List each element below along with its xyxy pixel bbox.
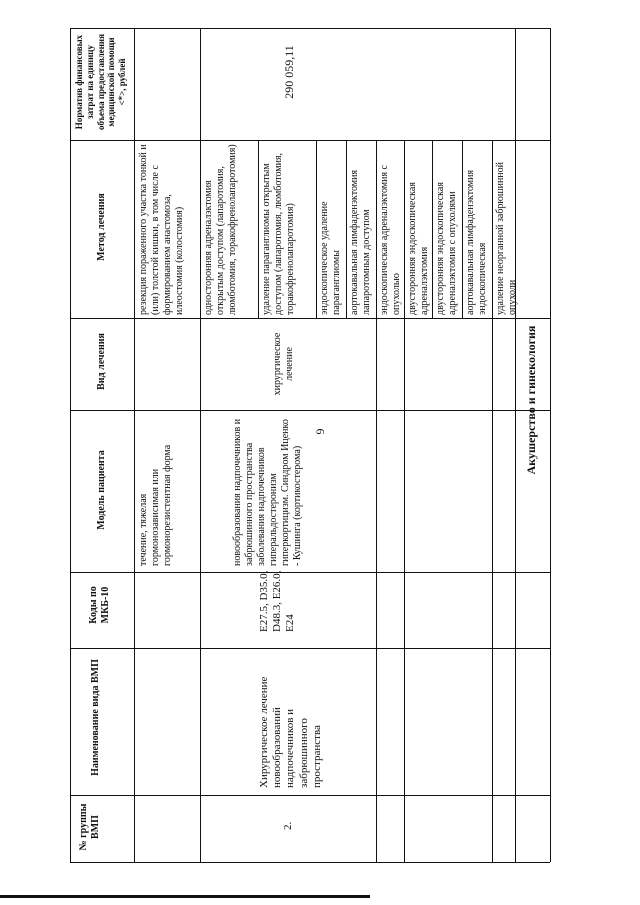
col-line-2 <box>70 318 550 319</box>
page-number: 6 <box>313 428 328 435</box>
header-model: Модель пациента <box>96 450 107 530</box>
row2-method-3: эндоскопическое удаление параганглиомы <box>319 201 342 315</box>
row2-method-7: двусторонняя эндоскопическая адреналэктомия с опухолями <box>435 182 458 315</box>
table-border-left <box>70 28 71 862</box>
method-sep-1 <box>258 140 259 318</box>
row2-type: хирургическое лечение <box>272 332 295 396</box>
method-sep-5 <box>404 140 405 318</box>
header-codes: Коды по МКБ-10 <box>88 586 111 624</box>
method-sep-8 <box>492 140 493 318</box>
header-type: Вид лечения <box>96 333 107 390</box>
header-name: Наименование вида ВМП <box>90 659 101 776</box>
row2-method-9: удаление неорганной забрюшинной опухоли <box>495 162 518 315</box>
row2-method-4: аортокавальная лимфаденэктомия лапаротомным доступом <box>349 169 372 315</box>
row2-method-6: двусторонняя эндоскопическая адреналэктомия <box>407 182 430 315</box>
col-line-3 <box>70 410 550 411</box>
method-sep-4 <box>376 140 377 318</box>
row1-method: резекция пораженного участка тонкой и (или) толстой кишки, в том числе с формированием анастомоза, илеостомия (колостомия) <box>138 144 185 315</box>
col-line-4 <box>70 572 550 573</box>
row2-method-5: эндоскопическая адреналэктомия с опухолью <box>379 165 402 315</box>
row1-model: течение, тяжелая гормонозависимая или гормонорезистентная форма <box>138 444 173 566</box>
bottom-rule <box>0 895 370 898</box>
method-sep-3 <box>346 140 347 318</box>
row2-method-1: односторонняя адреналэктомия открытым доступом (лапаротомия, люмботомия, торакофренолапаротомия) <box>203 144 238 315</box>
header-row-line <box>134 28 135 862</box>
table-border-top <box>70 28 550 29</box>
table-border-right <box>550 28 551 862</box>
row2-method-2: удаление параганглиомы открытым доступом (лапаротомия, люмботомия, торакофренолапаротомия) <box>261 152 296 315</box>
method-sep-2 <box>316 140 317 318</box>
row2-codes: E27.5, D35.0, D48.3, E26.0, E24 <box>258 570 297 632</box>
row-line-1 <box>200 28 201 862</box>
method-sep-7 <box>462 140 463 318</box>
row2-model: новообразования надпочечников и забрюшинного пространства заболевания надпочечников гиперальдостеронизм гиперкортицизм. Синдром Иценко - Кушинга (кортикостерома) <box>232 418 303 566</box>
col-line-6 <box>70 795 550 796</box>
grid-sep-b <box>404 318 405 862</box>
section-title: Акушерство и гинекология <box>524 325 538 475</box>
col-line-5 <box>70 648 550 649</box>
row2-name: Хирургическое лечение новообразований надпочечников и забрюшинного пространства <box>258 676 323 788</box>
header-method: Метод лечения <box>96 193 107 261</box>
table-border-bottom <box>70 862 550 863</box>
col-line-1 <box>70 140 550 141</box>
row2-norm: 290 059,11 <box>282 45 296 99</box>
row2-group: 2. <box>282 821 294 830</box>
grid-sep-a <box>376 318 377 862</box>
header-group: № группы ВМП <box>78 803 101 851</box>
header-norm: Норматив финансовых затрат на единицу объема предоставления медицинской помощи <*>, рублей <box>74 34 128 131</box>
grid-sep-c <box>492 318 493 862</box>
method-sep-6 <box>432 140 433 318</box>
row2-method-8: аортокавальная лимфаденэктомия эндоскопическая <box>465 169 488 315</box>
